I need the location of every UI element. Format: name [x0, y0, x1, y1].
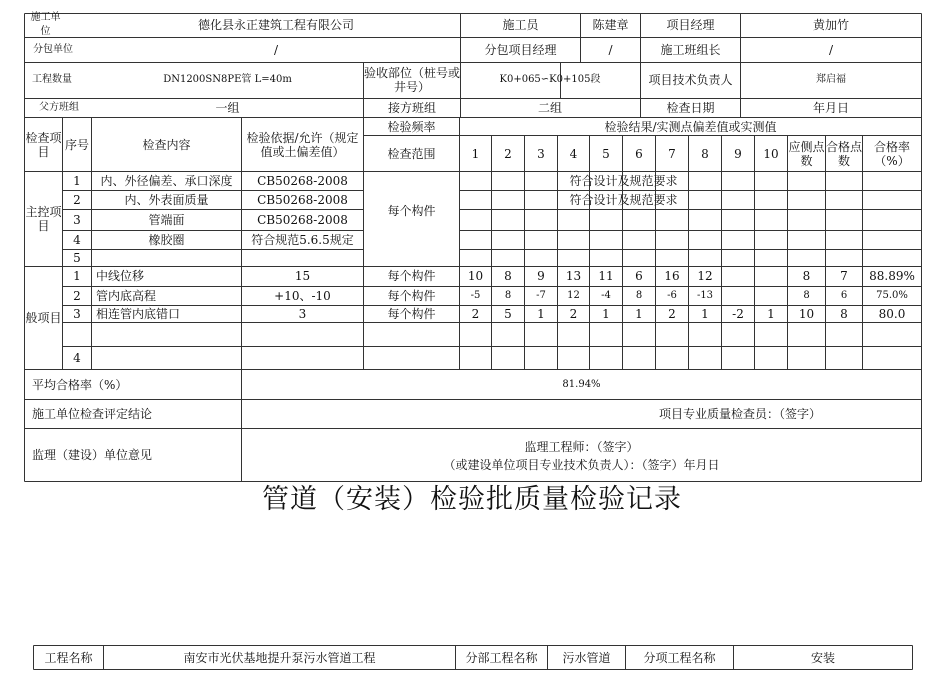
general-basis: 3	[298, 306, 307, 321]
col-header-point: 8	[701, 146, 709, 161]
measured-value	[623, 322, 656, 346]
footer-subitem-label: 分项工程名称	[643, 650, 716, 665]
measured-value	[722, 266, 755, 286]
general-items-label: 般项目	[25, 311, 62, 325]
main-control-content: 内、外表面质量	[124, 192, 209, 207]
measured-value: 1	[537, 306, 545, 321]
main-control-content: 管端面	[148, 212, 185, 227]
main-control-seq: 5	[73, 250, 81, 265]
general-seq: 2	[73, 288, 81, 303]
measured-value	[656, 322, 689, 346]
measured-value: 2	[471, 306, 480, 321]
general-should-count: 10	[798, 306, 815, 321]
col-header-pass-rate: 合格率（%）	[873, 139, 910, 168]
main-control-frequency: 每个构件	[387, 203, 436, 218]
footer-project-name-label: 工程名称	[44, 650, 93, 665]
avg-rate-label: 平均合格率（%）	[32, 377, 128, 392]
general-pass-rate: 80.0	[878, 306, 906, 321]
measured-value: 1	[767, 306, 775, 321]
unit-conclusion-label: 施工单位检查评定结论	[32, 407, 153, 421]
tech-lead-label: 项目技术负责人	[648, 73, 733, 87]
measured-value: -2	[732, 306, 744, 321]
measured-value: -5	[470, 289, 481, 301]
measured-value: 16	[664, 269, 680, 283]
general-pass-count	[826, 322, 862, 346]
col-header-pass-count: 合格点数	[826, 139, 863, 168]
measured-value	[722, 286, 755, 305]
general-content	[96, 322, 241, 346]
project-qty-value: DN1200SN8PE管 L=40m	[163, 74, 292, 85]
measured-value: 12	[567, 289, 580, 301]
measured-value	[722, 346, 755, 369]
measured-value	[590, 346, 623, 369]
project-manager-label: 项目经理	[666, 18, 715, 32]
measured-value: 12	[697, 269, 713, 283]
general-seq: 3	[73, 306, 81, 321]
measured-value	[558, 346, 590, 369]
general-should-count: 8	[803, 289, 810, 301]
general-should-count: 8	[802, 269, 811, 283]
col-header-content: 检查内容	[142, 137, 191, 152]
measured-value: 1	[635, 306, 643, 321]
main-control-content	[92, 249, 241, 266]
general-content: 中线位移	[96, 269, 145, 283]
measured-value	[460, 346, 492, 369]
measured-value: 10	[467, 269, 484, 283]
team-leader-value: /	[828, 42, 834, 57]
measured-value	[755, 286, 788, 305]
general-frequency: 每个构件	[387, 269, 436, 283]
general-frequency: 每个构件	[387, 306, 436, 321]
main-control-seq: 2	[73, 192, 81, 207]
main-control-basis	[242, 249, 363, 266]
general-seq: 1	[73, 269, 81, 283]
measured-value	[755, 322, 788, 346]
general-frequency	[364, 346, 459, 369]
sub-project-manager-label: 分包项目经理	[484, 42, 557, 57]
col-header-point: 3	[537, 146, 545, 161]
handover-team-value: 一组	[215, 100, 240, 115]
check-date-label: 检查日期	[666, 100, 715, 115]
general-content: 管内底高程	[96, 288, 157, 303]
col-header-point: 9	[734, 146, 742, 161]
general-frequency	[364, 322, 459, 346]
measured-value: -7	[536, 289, 546, 301]
measured-value: 9	[537, 269, 545, 283]
col-header-should-count: 应侧点数	[788, 139, 825, 168]
measured-value	[460, 322, 492, 346]
main-control-seq: 3	[73, 212, 81, 227]
avg-rate-value: 81.94%	[562, 378, 601, 390]
measured-value	[623, 346, 656, 369]
footer-division-label: 分部工程名称	[465, 650, 538, 665]
col-header-point: 6	[635, 146, 643, 161]
constructor-label: 施工员	[502, 18, 539, 32]
measured-value	[689, 322, 722, 346]
measured-value	[558, 322, 590, 346]
construction-unit-value: 德化县永正建筑工程有限公司	[197, 18, 354, 32]
measured-value	[525, 322, 558, 346]
main-control-basis: CB50268-2008	[257, 212, 348, 227]
main-control-basis: CB50268-2008	[257, 192, 348, 207]
measured-value	[525, 346, 558, 369]
measured-value: 6	[635, 269, 643, 283]
general-pass-rate	[863, 322, 921, 346]
sub-project-manager-value: /	[608, 42, 613, 57]
main-control-seq: 4	[73, 232, 81, 247]
measured-value	[656, 346, 689, 369]
general-content	[96, 346, 241, 369]
owner-sign: （或建设单位项目专业技术负责人）：（签字）年月日	[443, 458, 720, 472]
subcontractor-label: 分包单位	[33, 43, 73, 55]
main-control-basis: CB50268-2008	[257, 174, 348, 188]
measured-value: 8	[504, 269, 512, 283]
col-header-point: 1	[471, 146, 480, 161]
footer-subitem: 安装	[810, 650, 835, 665]
main-control-result: 符合设计及规范要求	[569, 174, 678, 188]
col-header-point: 5	[602, 146, 610, 161]
general-basis: +10、-10	[274, 288, 331, 303]
col-header-basis: 检验依据/允许（规定值或土偏差值）	[246, 130, 359, 159]
measured-value: 8	[635, 289, 643, 301]
main-control-content: 橡胶圈	[148, 232, 185, 247]
general-pass-rate	[863, 346, 921, 369]
general-basis	[242, 322, 363, 346]
page-title: 管道（安装）检验批质量检验记录	[262, 484, 682, 515]
main-control-seq: 1	[73, 174, 81, 188]
col-header-point: 7	[668, 146, 676, 161]
measured-value: 1	[701, 306, 709, 321]
general-pass-count: 6	[840, 289, 848, 301]
measured-value: -4	[601, 289, 611, 301]
measured-value	[492, 322, 525, 346]
team-leader-label: 施工班组长	[660, 42, 721, 57]
check-date-value: 年月日	[812, 100, 849, 115]
measured-value	[689, 346, 722, 369]
receiving-team-value: 二组	[537, 100, 562, 115]
footer-division: 污水管道	[562, 650, 611, 665]
measured-value	[755, 346, 788, 369]
measured-value	[492, 346, 525, 369]
project-qty-label: 工程数量	[32, 74, 72, 85]
acceptance-part-value: K0+065∽K0+105段	[499, 74, 601, 85]
receiving-team-label: 接方班组	[387, 100, 436, 115]
general-pass-count: 7	[840, 269, 848, 283]
general-pass-count	[826, 346, 862, 369]
col-header-point: 10	[763, 146, 779, 161]
main-control-result: 符合设计及规范要求	[569, 192, 678, 207]
col-header-result: 检验结果/实测点偏差值或实测值	[604, 119, 777, 134]
measured-value	[722, 322, 755, 346]
col-header-item: 检查项目	[25, 130, 62, 159]
col-header-range: 检查范围	[387, 146, 436, 161]
main-control-label: 主控项目	[25, 205, 62, 233]
general-basis	[242, 346, 363, 369]
general-should-count	[788, 322, 825, 346]
supervision-label: 监理（建设）单位意见	[32, 448, 153, 462]
col-header-point: 4	[569, 146, 578, 161]
acceptance-part-label: 验收部位（桩号或井号）	[364, 66, 461, 94]
construction-unit-label: 施工单位	[30, 12, 61, 37]
measured-value: 1	[602, 306, 610, 321]
general-content: 相连管内底错口	[96, 306, 181, 321]
footer-project-name: 南安市光伏基地提升泵污水管道工程	[183, 650, 376, 665]
tech-lead-value: 郑启福	[816, 74, 846, 85]
measured-value: 8	[504, 289, 512, 301]
handover-team-label: 父方班组	[39, 101, 79, 113]
inspector-sign: 项目专业质量检查员：（签字）	[658, 407, 821, 421]
main-control-content: 内、外径偏差、承口深度	[100, 174, 233, 188]
general-basis: 15	[294, 269, 311, 283]
general-frequency: 每个构件	[387, 288, 436, 303]
measured-value: 5	[504, 306, 512, 321]
col-header-frequency: 检验频率	[387, 119, 436, 134]
measured-value: -6	[667, 289, 677, 301]
measured-value: 2	[668, 306, 676, 321]
constructor-value: 陈建章	[592, 18, 629, 32]
general-pass-count: 8	[840, 306, 848, 321]
measured-value: 11	[598, 269, 614, 283]
measured-value: 13	[565, 269, 582, 283]
measured-value	[755, 266, 788, 286]
measured-value	[590, 322, 623, 346]
measured-value: -13	[696, 289, 714, 301]
col-header-point: 2	[504, 146, 512, 161]
supervisor-sign: 监理工程师：（签字）	[524, 440, 639, 454]
col-header-seq: 序号	[64, 137, 89, 152]
subcontractor-value: /	[273, 42, 279, 57]
general-pass-rate: 88.89%	[869, 269, 915, 283]
general-seq	[63, 322, 91, 346]
project-manager-value: 黄加竹	[812, 18, 849, 32]
main-control-basis: 符合规范5.6.5规定	[251, 232, 354, 247]
general-pass-rate: 75.0%	[876, 289, 908, 301]
general-seq: 4	[73, 350, 81, 365]
measured-value: 2	[569, 306, 578, 321]
general-should-count	[788, 346, 825, 369]
